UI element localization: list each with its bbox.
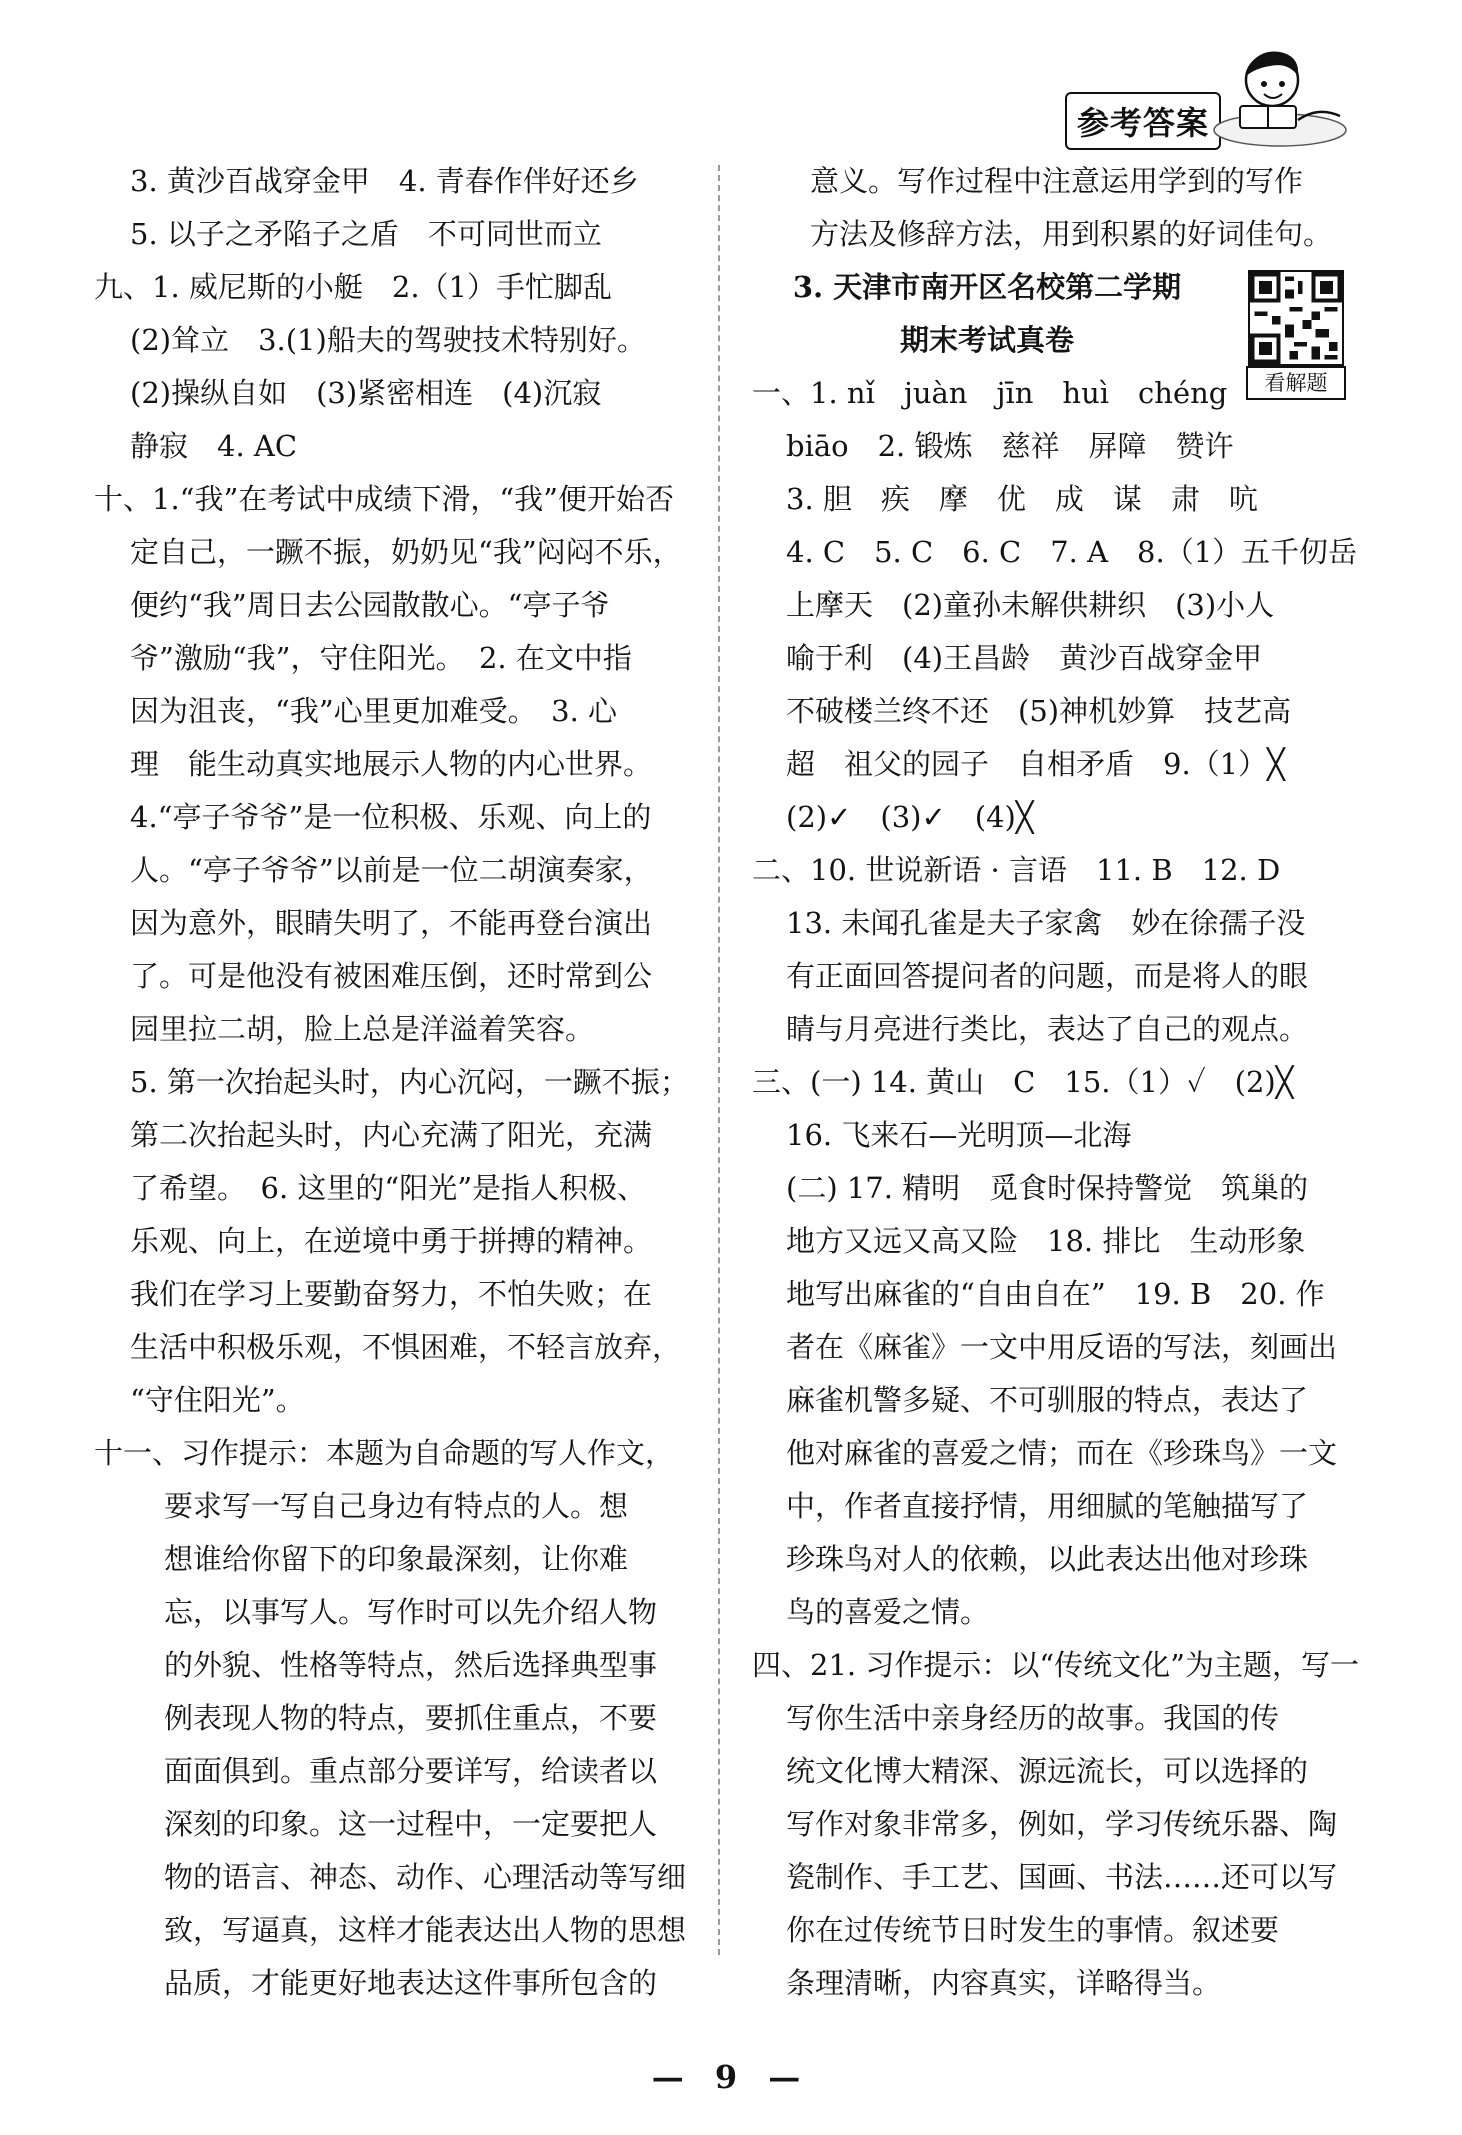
page-number: — 9 — [651, 2058, 811, 2096]
answer-line: 例表现人物的特点，要抓住重点，不要 [164, 1701, 658, 1735]
answer-line: 园里拉二胡，脸上总是洋溢着笑容。 [130, 1012, 595, 1046]
section-2-line: 二、10. 世说新语 · 言语 11. B 12. D [752, 853, 1281, 887]
answer-line: 因为沮丧，“我”心里更加难受。 3. 心 [130, 694, 618, 728]
exam-subtitle: 期末考试真卷 [899, 323, 1074, 357]
section-4-line: 四、21. 习作提示：以“传统文化”为主题，写一 [752, 1648, 1359, 1682]
answer-line: biāo 2. 锻炼 慈祥 屏障 赞许 [786, 429, 1234, 463]
answer-line: 忘，以事写人。写作时可以先介绍人物 [164, 1595, 658, 1629]
answer-line: 珍珠鸟对人的依赖，以此表达出他对珍珠 [786, 1542, 1309, 1576]
answer-line: 地写出麻雀的“自由自在” 19. B 20. 作 [786, 1277, 1325, 1311]
answer-line: 了希望。 6. 这里的“阳光”是指人积极、 [130, 1171, 647, 1205]
answer-line: 面面俱到。重点部分要详写，给读者以 [164, 1754, 658, 1788]
answer-line: 你在过传统节日时发生的事情。叙述要 [786, 1913, 1280, 1947]
answer-line: 瓷制作、手工艺、国画、书法……还可以写 [786, 1860, 1338, 1894]
answer-line: 生活中积极乐观，不惧困难，不轻言放弃， [130, 1330, 682, 1364]
left-answer-column [94, 155, 690, 2010]
answer-line: 因为意外，眼睛失明了，不能再登台演出 [130, 906, 653, 940]
answer-line: 13. 未闻孔雀是夫子家禽 妙在徐孺子没 [786, 906, 1306, 940]
answer-line: 理 能生动真实地展示人物的内心世界。 [130, 747, 653, 781]
answer-line: 鸟的喜爱之情。 [786, 1595, 990, 1629]
answer-line: 方法及修辞方法，用到积累的好词佳句。 [810, 217, 1333, 251]
answer-line: 条理清晰，内容真实，详略得当。 [786, 1966, 1222, 2000]
header-answer-tag: 参考答案 [1065, 92, 1221, 150]
answer-line: 上摩天 (2)童孙未解供耕织 (3)小人 [786, 588, 1275, 622]
answer-line: 4. C 5. C 6. C 7. A 8.（1）五千仞岳 [786, 535, 1358, 569]
answer-line: 5. 以子之矛陷子之盾 不可同世而立 [130, 217, 602, 251]
answer-line: 要求写一写自己身边有特点的人。想 [164, 1489, 629, 1523]
answer-line: 第二次抬起头时，内心充满了阳光，充满 [130, 1118, 653, 1152]
answer-line: 我们在学习上要勤奋努力，不怕失败；在 [130, 1277, 653, 1311]
answer-line: (2)✓ (3)✓ (4)╳ [786, 800, 1034, 834]
answer-line: 便约“我”周日去公园散散心。“亭子爷 [130, 588, 610, 622]
answer-line: 定自己，一蹶不振，奶奶见“我”闷闷不乐， [130, 535, 682, 569]
answer-line: 有正面回答提问者的问题，而是将人的眼 [786, 959, 1309, 993]
section-9-line: 九、1. 威尼斯的小艇 2.（1）手忙脚乱 [94, 270, 613, 304]
answer-line: “守住阳光”。 [130, 1383, 305, 1417]
section-1-line: 一、1. nǐ juàn jīn huì chéng [752, 376, 1228, 410]
section-3-line: 三、(一) 14. 黄山 C 15.（1）✓ (2)╳ [752, 1065, 1294, 1099]
answer-line: 3. 胆 疾 摩 优 成 谋 肃 吭 [786, 482, 1258, 516]
answer-line: 想谁给你留下的印象最深刻，让你难 [164, 1542, 629, 1576]
answer-line: 静寂 4. AC [130, 429, 298, 463]
answer-line: 地方又远又高又险 18. 排比 生动形象 [786, 1224, 1306, 1258]
answer-line: 爷”激励“我”，守住阳光。 2. 在文中指 [130, 641, 632, 675]
answer-line: 人。“亭子爷爷”以前是一位二胡演奏家， [130, 853, 653, 887]
answer-line: 深刻的印象。这一过程中，一定要把人 [164, 1807, 658, 1841]
column-divider [718, 165, 720, 1955]
qr-code-icon[interactable] [1248, 270, 1344, 366]
answer-line: 睛与月亮进行类比，表达了自己的观点。 [786, 1012, 1309, 1046]
answer-line: 5. 第一次抬起头时，内心沉闷，一蹶不振； [130, 1065, 689, 1099]
answer-line: 3. 黄沙百战穿金甲 4. 青春作伴好还乡 [130, 164, 639, 198]
answer-line: 麻雀机警多疑、不可驯服的特点，表达了 [786, 1383, 1309, 1417]
answer-line: (2)操纵自如 (3)紧密相连 (4)沉寂 [130, 376, 602, 410]
answer-line: 乐观、向上，在逆境中勇于拼搏的精神。 [130, 1224, 653, 1258]
answer-line: 意义。写作过程中注意运用学到的写作 [810, 164, 1304, 198]
answer-line: 统文化博大精深、源远流长，可以选择的 [786, 1754, 1309, 1788]
answer-line: 了。可是他没有被困难压倒，还时常到公 [130, 959, 653, 993]
answer-line: (2)耸立 3.(1)船夫的驾驶技术特别好。 [130, 323, 646, 357]
answer-line: 16. 飞来石—光明顶—北海 [786, 1118, 1132, 1152]
exam-title: 3. 天津市南开区名校第二学期 [792, 270, 1182, 304]
section-11-line: 十一、习作提示：本题为自命题的写人作文， [94, 1436, 675, 1470]
answer-line: 物的语言、神态、动作、心理活动等写细 [164, 1860, 687, 1894]
answer-line: 品质，才能更好地表达这件事所包含的 [164, 1966, 658, 2000]
answer-line: 喻于利 (4)王昌龄 黄沙百战穿金甲 [786, 641, 1263, 675]
answer-line: 的外貌、性格等特点，然后选择典型事 [164, 1648, 658, 1682]
answer-line: 写作对象非常多，例如，学习传统乐器、陶 [786, 1807, 1338, 1841]
answer-line: 不破楼兰终不还 (5)神机妙算 技艺高 [786, 694, 1292, 728]
reading-boy-mascot-icon [1210, 40, 1350, 150]
right-answer-column [752, 155, 1359, 2010]
answer-line: 者在《麻雀》一文中用反语的写法，刻画出 [786, 1330, 1338, 1364]
answer-line: (二) 17. 精明 觅食时保持警觉 筑巢的 [786, 1171, 1309, 1205]
answer-line: 他对麻雀的喜爱之情；而在《珍珠鸟》一文 [786, 1436, 1338, 1470]
section-10-line: 十、1.“我”在考试中成绩下滑，“我”便开始否 [94, 482, 674, 516]
answer-line: 写你生活中亲身经历的故事。我国的传 [786, 1701, 1280, 1735]
answer-line: 4.“亭子爷爷”是一位积极、乐观、向上的 [130, 800, 652, 834]
answer-line: 超 祖父的园子 自相矛盾 9.（1）╳ [786, 747, 1285, 781]
answer-line: 致，写逼真，这样才能表达出人物的思想 [164, 1913, 687, 1947]
answer-line: 中，作者直接抒情，用细腻的笔触描写了 [786, 1489, 1309, 1523]
qr-code-label[interactable]: 看解题 [1246, 366, 1346, 400]
